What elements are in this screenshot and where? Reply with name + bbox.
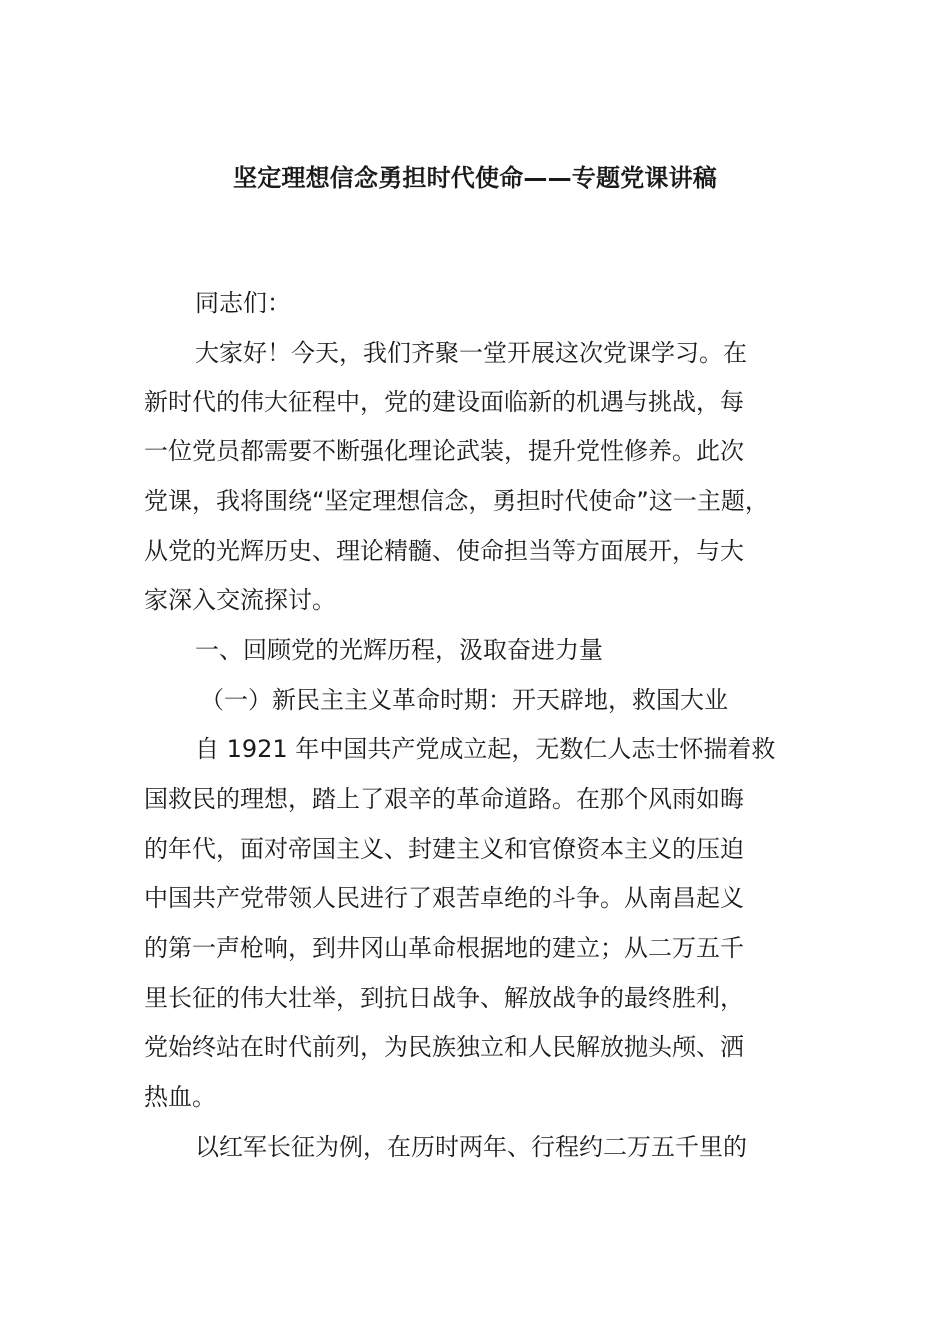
text-line: 的年代，面对帝国主义、封建主义和官僚资本主义的压迫 [144, 835, 744, 863]
text-line: 热血。 [144, 1083, 216, 1111]
text-line: 的第一声枪响，到井冈山革命根据地的建立；从二万五千 [144, 934, 744, 962]
text-line: 家深入交流探讨。 [144, 586, 336, 614]
text-line: 中国共产党带领人民进行了艰苦卓绝的斗争。从南昌起义 [144, 884, 744, 912]
salutation: 同志们： [195, 289, 291, 317]
text-line: 新时代的伟大征程中，党的建设面临新的机遇与挑战，每 [144, 388, 744, 416]
text-line: 自 1921 年中国共产党成立起，无数仁人志士怀揣着救 [195, 735, 776, 763]
text-line: 大家好！今天，我们齐聚一堂开展这次党课学习。在 [195, 339, 747, 367]
subsection-heading: （一）新民主主义革命时期：开天辟地，救国大业 [200, 686, 728, 714]
text-line: 一位党员都需要不断强化理论武装，提升党性修养。此次 [144, 437, 744, 465]
text-line: 里长征的伟大壮举，到抗日战争、解放战争的最终胜利， [144, 984, 744, 1012]
text-line: 党课，我将围绕“坚定理想信念，勇担时代使命”这一主题， [144, 487, 769, 515]
text-line: 党始终站在时代前列，为民族独立和人民解放抛头颅、洒 [144, 1033, 744, 1061]
section-heading: 一、回顾党的光辉历程，汲取奋进力量 [195, 636, 603, 664]
text-line: 国救民的理想，踏上了艰辛的革命道路。在那个风雨如晦 [144, 785, 744, 813]
document-title: 坚定理想信念勇担时代使命——专题党课讲稿 [233, 164, 717, 192]
text-line: 以红军长征为例，在历时两年、行程约二万五千里的 [195, 1133, 747, 1161]
text-line: 从党的光辉历史、理论精髓、使命担当等方面展开，与大 [144, 537, 744, 565]
